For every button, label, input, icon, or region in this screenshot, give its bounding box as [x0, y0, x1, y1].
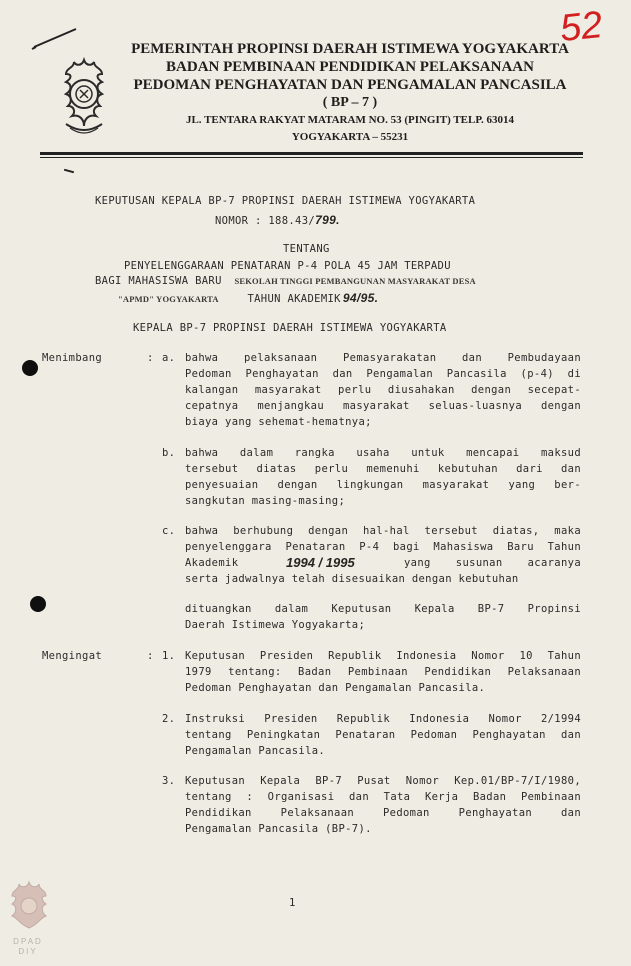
- mengingat-1-line1: Keputusan Presiden Republik Indonesia Nomor 10 Tahun: [185, 650, 581, 662]
- mengingat-2-line1: Instruksi Presiden Republik Indonesia Nomor 2/1994: [185, 713, 581, 725]
- menimbang-c-line2: penyelenggara Penataran P-4 bagi Mahasiswa Baru Tahun: [185, 541, 581, 553]
- menimbang-b-line3: penyesuaian dengan lingkungan masyarakat yang ber-: [185, 479, 581, 491]
- letterhead-line2: BADAN PEMBINAAN PENDIDIKAN PELAKSANAAN: [166, 59, 534, 75]
- menimbang-c-line4: serta jadwalnya telah disesuaikan dengan kebutuhan: [185, 573, 519, 585]
- menimbang-c-line3-suffix: yang susunan acaranya: [404, 557, 581, 569]
- letterhead-line4: ( BP – 7 ): [322, 95, 378, 110]
- menimbang-a-line4: cepatnya menjangkau masyarakat seluas-luasnya dengan: [185, 400, 581, 412]
- mengingat-1-line2: 1979 tentang: Badan Pembinaan Pendidikan Pelaksanaan: [185, 666, 581, 678]
- tentang-line1: PENYELENGGARAAN PENATARAN P-4 POLA 45 JAM TERPADU: [124, 260, 451, 272]
- letterhead-address: JL. TENTARA RAKYAT MATARAM NO. 53 (PINGIT) TELP. 63014: [185, 114, 515, 126]
- mengingat-colon: :: [147, 650, 154, 662]
- nomor-handwritten: 799.: [315, 213, 340, 227]
- menimbang-c-marker: c.: [162, 525, 176, 537]
- mengingat-2-line3: Pengamalan Pancasila.: [185, 745, 326, 757]
- menimbang-a-marker: a.: [162, 352, 176, 364]
- tentang-line3-text: TAHUN AKADEMIK: [247, 293, 341, 305]
- letterhead-line3: PEDOMAN PENGHAYATAN DAN PENGAMALAN PANCASILA: [133, 77, 567, 93]
- tentang-line3: [118, 291, 378, 305]
- header-rule-thin: [40, 157, 583, 158]
- menimbang-b-line4: sangkutan masing-masing;: [185, 495, 346, 507]
- footer-page-number: 1: [289, 897, 296, 909]
- punch-hole-top: [22, 360, 38, 376]
- menimbang-c-line3-prefix: Akademik: [185, 557, 239, 569]
- mengingat-3-line2: tentang : Organisasi dan Tata Kerja Badan Pembinaan: [185, 791, 581, 803]
- title-nomor: [215, 213, 340, 227]
- menimbang-c-line6: Daerah Istimewa Yogyakarta;: [185, 619, 366, 631]
- watermark-text: DPAD DIY: [13, 937, 43, 956]
- title-line1: KEPUTUSAN KEPALA BP-7 PROPINSI DAERAH ISTIMEWA YOGYAKARTA: [95, 195, 476, 207]
- menimbang-c-line5: dituangkan dalam Keputusan Kepala BP-7 Propinsi: [185, 603, 581, 615]
- menimbang-a-line3: kalangan masyarakat perlu diusahakan dengan secepat-: [185, 384, 581, 396]
- mengingat-1-marker: 1.: [162, 650, 176, 662]
- page-number-mark: 52: [557, 3, 605, 51]
- watermark-logo-icon: [6, 880, 52, 932]
- menimbang-b-marker: b.: [162, 447, 176, 459]
- letterhead-city: YOGYAKARTA – 55231: [291, 131, 409, 143]
- menimbang-a-line5: biaya yang sehemat-hematnya;: [185, 416, 372, 428]
- dash-mark: [64, 169, 74, 174]
- pen-mark: [30, 25, 80, 53]
- menimbang-a-line1: bahwa pelaksanaan Pemasyarakatan dan Pembudayaan: [185, 352, 581, 364]
- menimbang-c-line1: bahwa berhubung dengan hal-hal tersebut diatas, maka: [185, 525, 581, 537]
- mengingat-1-line3: Pedoman Penghayatan dan Pengamalan Pancasila.: [185, 682, 486, 694]
- menimbang-colon: :: [147, 352, 154, 364]
- tentang-line3-stamp: "APMD" YOGYAKARTA: [118, 294, 219, 304]
- mengingat-2-line2: tentang Peningkatan Penataran Pedoman Penghayatan dan: [185, 729, 581, 741]
- mengingat-3-line3: Pendidikan Pelaksanaan Pedoman Penghayatan dan: [185, 807, 581, 819]
- kepala-heading: KEPALA BP-7 PROPINSI DAERAH ISTIMEWA YOGYAKARTA: [133, 322, 447, 334]
- menimbang-a-line2: Pedoman Penghayatan dan Pengamalan Pancasila (p-4) di: [185, 368, 581, 380]
- tentang-line2-prefix: BAGI MAHASISWA BARU: [95, 275, 222, 287]
- menimbang-b-line1: bahwa dalam rangka usaha untuk mencapai maksud: [185, 447, 581, 459]
- mengingat-2-marker: 2.: [162, 713, 176, 725]
- mengingat-label: Mengingat: [42, 650, 103, 662]
- menimbang-c-line3-handwritten: 1994 / 1995: [286, 555, 355, 570]
- tentang-line3-handwritten: 94/95.: [342, 291, 379, 305]
- punch-hole-bottom: [30, 596, 46, 612]
- mengingat-3-marker: 3.: [162, 775, 176, 787]
- tentang-line2-stamp: SEKOLAH TINGGI PEMBANGUNAN MASYARAKAT DESA: [234, 276, 476, 286]
- nomor-label: NOMOR : 188.43/: [215, 215, 316, 227]
- header-rule-thick: [40, 152, 583, 155]
- tentang-label: TENTANG: [283, 243, 330, 255]
- menimbang-b-line2: tersebut diatas perlu memenuhi kebutuhan dari dan: [185, 463, 581, 475]
- mengingat-3-line4: Pengamalan Pancasila (BP-7).: [185, 823, 372, 835]
- mengingat-3-line1: Keputusan Kepala BP-7 Pusat Nomor Kep.01/BP-7/I/1980,: [185, 775, 581, 787]
- letterhead-line1: PEMERINTAH PROPINSI DAERAH ISTIMEWA YOGYAKARTA: [131, 41, 569, 57]
- menimbang-label: Menimbang: [42, 352, 103, 364]
- tentang-line2: [95, 275, 476, 287]
- emblem-icon: [52, 56, 116, 138]
